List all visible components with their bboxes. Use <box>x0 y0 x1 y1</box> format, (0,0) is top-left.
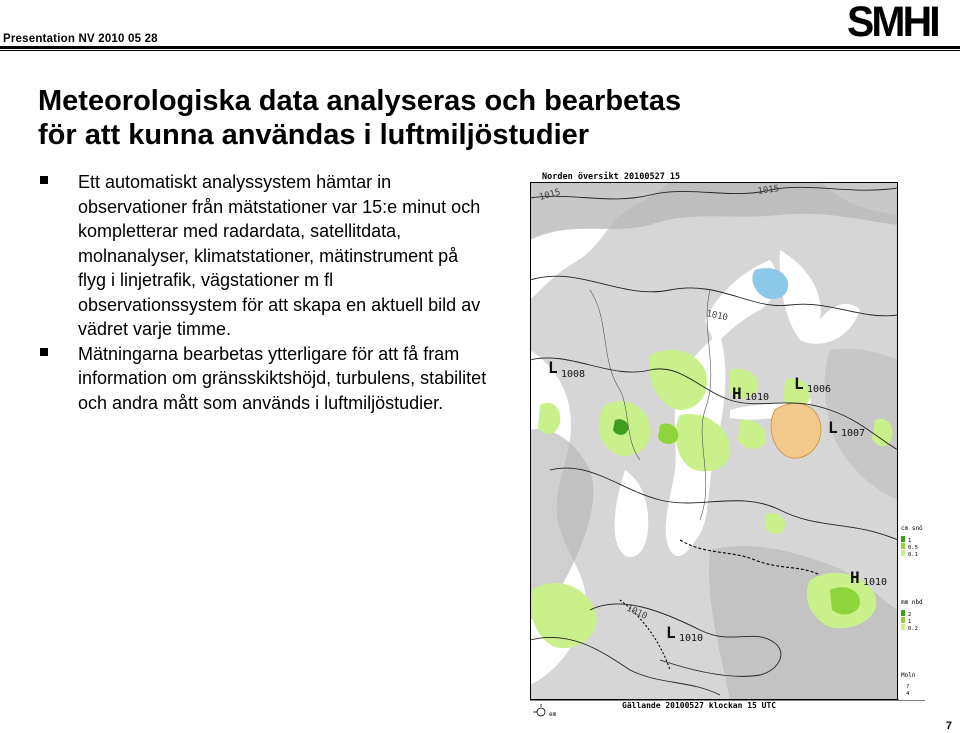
legend-precip-header: mm nbd <box>901 599 923 606</box>
slide-title <box>38 84 898 152</box>
bullet-text: Mätningarna bearbetas ytterligare för att få fram information om gränsskiktshöjd, turbulens, stabilitet och andra mått som används i luftmiljöstudier. <box>78 343 487 413</box>
legend-value: ? <box>906 684 910 690</box>
legend-swatch <box>901 536 905 542</box>
header-divider-thin <box>0 50 960 51</box>
isobar-label: 1010 <box>624 603 649 622</box>
header-divider <box>0 46 960 49</box>
svg-text:H: H <box>732 384 742 403</box>
legend-value: 1 <box>908 538 912 544</box>
legend-value: 0.1 <box>908 552 918 558</box>
title-line-1: Meteorologiska data analyseras och bearbetas <box>38 85 682 117</box>
map-legend <box>899 520 925 700</box>
bullet-item <box>38 170 488 342</box>
weather-map-svg <box>530 170 925 718</box>
svg-text:H: H <box>850 568 860 587</box>
svg-text:1010: 1010 <box>863 577 888 588</box>
svg-text:1008: 1008 <box>561 369 586 380</box>
weather-symbol-icon <box>533 704 545 716</box>
title-line-2: för att kunna användas i luftmiljöstudier <box>38 119 590 151</box>
isobar-label: 1015 <box>538 187 562 203</box>
svg-text:1010: 1010 <box>745 392 770 403</box>
weather-map <box>530 170 925 718</box>
legend-value: 0.5 <box>908 545 918 551</box>
legend-swatch <box>901 610 905 616</box>
legend-value: 4 <box>906 691 910 697</box>
map-title: Norden översikt 20100527 15 <box>542 172 681 182</box>
legend-cloud-label: Moln <box>901 672 916 679</box>
svg-text:1006: 1006 <box>807 384 832 395</box>
bullet-list <box>38 170 488 415</box>
legend-swatch <box>901 617 905 623</box>
legend-swatch <box>901 543 905 549</box>
legend-value: 2 <box>908 612 912 618</box>
isobar-label: 1010 <box>705 309 729 324</box>
slide-number: 7 <box>945 720 952 732</box>
presentation-label: Presentation NV 2010 05 28 <box>3 33 158 45</box>
svg-text:L: L <box>828 418 838 437</box>
map-valid-time: Gällande 20100527 klockan 15 UTC <box>622 701 777 710</box>
legend-value: 1 <box>908 619 912 625</box>
svg-text:L: L <box>548 358 558 377</box>
square-bullet-icon <box>40 348 48 356</box>
smhi-logo: SMHI <box>847 0 938 46</box>
svg-text:L: L <box>794 374 804 393</box>
legend-swatch <box>901 624 905 630</box>
bullet-text: Ett automatiskt analyssystem hämtar in observationer från mätstationer var 15:e minut och kompletterar med radardata, satellitdata, molnanalyser, klimatstationer, mätinstrument på flyg i linjetrafik, vägstationer m fl observationssystem för att skapa en aktuell bild av vädret varje timme. <box>78 172 481 339</box>
bullet-item <box>38 342 488 416</box>
legend-value: 0.2 <box>908 626 918 632</box>
legend-snow-header: cm snö <box>901 525 923 532</box>
footer-unit: em <box>549 711 557 718</box>
isobar-label: 1015 <box>757 184 780 197</box>
legend-swatch <box>901 550 905 556</box>
svg-text:L: L <box>666 623 676 642</box>
svg-text:1007: 1007 <box>841 428 866 439</box>
square-bullet-icon <box>40 176 48 184</box>
svg-text:1010: 1010 <box>679 633 704 644</box>
